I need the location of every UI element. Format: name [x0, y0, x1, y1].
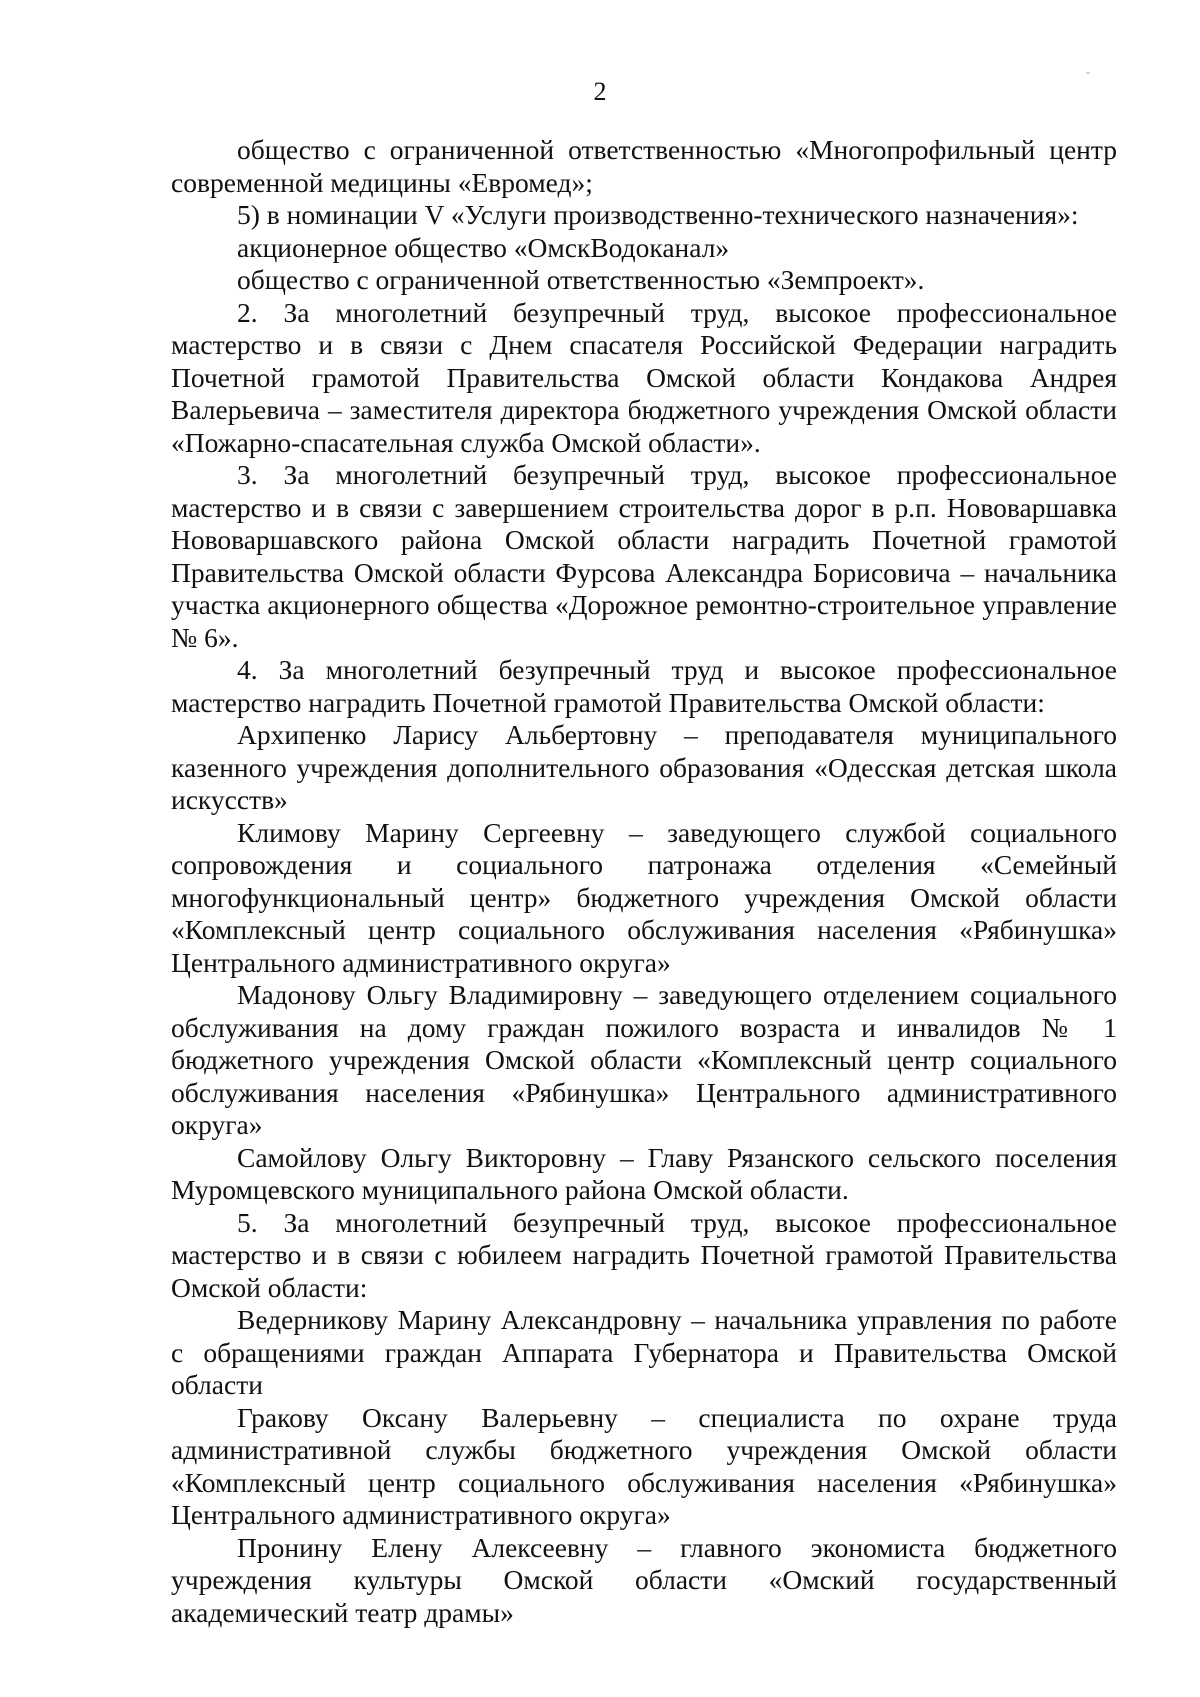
- paragraph-pronina: Пронину Елену Алексеевну – главного экономиста бюджетного учреждения культуры Омской области «Омский государственный академический театр драмы»: [171, 1531, 1117, 1628]
- page-number: 2: [593, 77, 607, 106]
- paragraph-item-2: 2. За многолетний безупречный труд, высокое профессиональное мастерство и в связи с Днем спасателя Российской Федерации наградить Почетной грамотой Правительства Омской области Кондакова Андрея Валерьевича – заместителя директора бюджетного учреждения Омской области «Пожарно-спасательная служба Омской области».: [171, 296, 1117, 458]
- paragraph-item-3: 3. За многолетний безупречный труд, высокое профессиональное мастерство и в связи с завершением строительства дорог в р.п. Нововаршавка Нововаршавского района Омской области наградить Почетной грамотой Правительства Омской области Фурсова Александра Борисовича – начальника участка акционерного общества «Дорожное ремонтно-строительное управление № 6».: [171, 459, 1117, 653]
- paragraph-evromed: общество с ограниченной ответственностью «Многопрофильный центр современной медицины «Евромед»;: [171, 134, 1117, 198]
- paragraph-samoylova: Самойлову Ольгу Викторовну – Главу Рязанского сельского поселения Муромцевского муниципального района Омской области.: [171, 1141, 1117, 1205]
- paragraph-zemproekt: общество с ограниченной ответственностью «Земпроект».: [237, 264, 925, 295]
- paragraph-nomination-v: 5) в номинации V «Услуги производственно-технического назначения»:: [237, 199, 1079, 230]
- paragraph-vedernikova: Ведерникову Марину Александровну – начальника управления по работе с обращениями граждан Аппарата Губернатора и Правительства Омской области: [171, 1304, 1117, 1400]
- paragraph-klimova: Климову Марину Сергеевну – заведующего службой социального сопровождения и социального патронажа отделения «Семейный многофункциональный центр» бюджетного учреждения Омской области «Комплексный центр социального обслуживания населения «Рябинушка» Центрального административного округа»: [171, 816, 1117, 978]
- paragraph-omskvodokanal: акционерное общество «ОмскВодоканал»: [237, 231, 730, 263]
- paragraph-madonova: Мадонову Ольгу Владимировну – заведующего отделением социального обслуживания на дому граждан пожилого возраста и инвалидов № 1 бюджетного учреждения Омской области «Комплексный центр социального обслуживания населения «Рябинушка» Центрального административного округа»: [171, 979, 1117, 1140]
- paragraph-grakova: Гракову Оксану Валерьевну – специалиста по охране труда административной службы бюджетного учреждения Омской области «Комплексный центр социального обслуживания населения «Рябинушка» Центрального административного округа»: [171, 1401, 1117, 1530]
- document-body: [171, 134, 1117, 1629]
- paragraph-item-5: 5. За многолетний безупречный труд, высокое профессиональное мастерство и в связи с юбилеем наградить Почетной грамотой Правительства Омской области:: [171, 1206, 1117, 1303]
- paragraph-item-4: 4. За многолетний безупречный труд и высокое профессиональное мастерство наградить Почетной грамотой Правительства Омской области:: [171, 654, 1117, 718]
- scan-artifact: [1086, 72, 1090, 74]
- paragraph-arkhipenko: Архипенко Ларису Альбертовну – преподавателя муниципального казенного учреждения дополнительного образования «Одесская детская школа искусств»: [171, 719, 1117, 815]
